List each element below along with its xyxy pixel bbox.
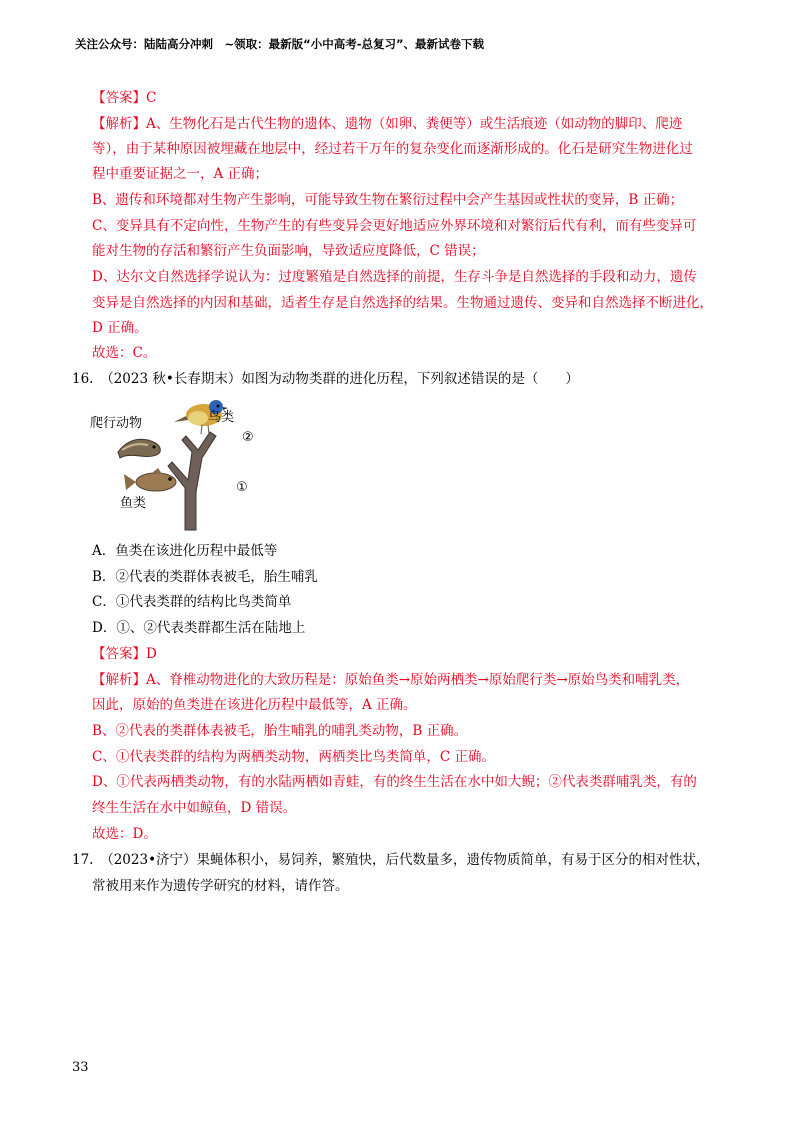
q16-option-c: C．①代表类群的结构比鸟类简单 — [92, 594, 292, 610]
reptile-illustration — [118, 439, 160, 458]
label-circled-2: ② — [242, 430, 254, 445]
q15-analysis-line-4: B、遗传和环境都对生物产生影响，可能导致生物在繁衍过程中会产生基因或性状的变异，B 正确； — [92, 192, 684, 208]
q16-analysis-line-2: 因此，原始的鱼类进在该进化历程中最低等，A 正确。 — [92, 697, 417, 713]
label-fish: 鱼类 — [120, 496, 147, 511]
fish-illustration — [124, 468, 176, 491]
q16-option-d: D．①、②代表类群都生活在陆地上 — [92, 620, 306, 636]
analysis-text: A、生物化石是古代生物的遗体、遗物（如卵、粪便等）或生活痕迹（如动物的脚印、爬迹 — [146, 116, 683, 132]
answer-value: D — [146, 646, 157, 662]
q16-analysis-line-1 — [92, 670, 689, 690]
label-reptile: 爬行动物 — [90, 416, 143, 431]
q17-stem-line-1: 17. （2023•济宁）果蝇体积小，易饲养，繁殖快，后代数量多，遗传物质简单，有易于区分的相对性状， — [72, 852, 710, 868]
answer-value: C — [146, 90, 157, 106]
q15-conclusion: 故选：C。 — [92, 345, 157, 361]
q16-stem: 16. （2023 秋•长春期末）如图为动物类群的进化历程，下列叙述错误的是（ ） — [72, 371, 579, 387]
q15-analysis-line-9: D 正确。 — [92, 320, 148, 336]
q16-analysis-line-6: 终生生活在水中如鲸鱼，D 错误。 — [92, 800, 297, 816]
analysis-tag: 【解析】 — [92, 116, 146, 132]
q16-conclusion: 故选：D。 — [92, 826, 157, 842]
q16-answer-line — [92, 644, 157, 664]
page-number: 33 — [72, 1060, 89, 1075]
q16-option-b: B．②代表的类群体表被毛，胎生哺乳 — [92, 569, 318, 585]
page-header: 关注公众号：陆陆高分冲刺 ~领取：最新版“小中高考-总复习”、最新试卷下载 — [75, 37, 485, 51]
q15-analysis-line-3: 程中重要证据之一，A 正确； — [92, 166, 269, 182]
q16-analysis-line-3: B、②代表的类群体表被毛，胎生哺乳的哺乳类动物，B 正确。 — [92, 723, 468, 739]
q15-analysis-line-1 — [92, 114, 682, 134]
q16-analysis-line-5: D、①代表两栖类动物，有的水陆两栖如青蛙，有的终生生活在水中如大鲵；②代表类群哺乳类，有的 — [92, 774, 697, 790]
q15-analysis-line-5: C、变异具有不定向性，生物产生的有些变异会更好地适应外界环境和对繁衍后代有利，而有些变异可 — [92, 218, 697, 234]
q17-stem-line-2: 常被用来作为遗传学研究的材料，请作答。 — [92, 878, 349, 894]
label-bird: 鸟类 — [208, 410, 235, 425]
answer-tag: 【答案】 — [92, 646, 146, 662]
evolution-figure — [90, 392, 280, 532]
answer-tag: 【答案】 — [92, 90, 146, 106]
q15-analysis-line-2: 等），由于某种原因被埋藏在地层中，经过若干万年的复杂变化而逐渐形成的。化石是研究生物进化过 — [92, 141, 693, 157]
analysis-tag: 【解析】 — [92, 672, 146, 688]
label-circled-1: ① — [236, 480, 248, 495]
analysis-text: A、脊椎动物进化的大致历程是：原始鱼类→原始两栖类→原始爬行类→原始鸟类和哺乳类， — [146, 672, 690, 688]
q16-analysis-line-4: C、①代表类群的结构为两栖类动物，两栖类比鸟类简单，C 正确。 — [92, 749, 495, 765]
q15-analysis-line-7: D、达尔文自然选择学说认为：过度繁殖是自然选择的前提，生存斗争是自然选择的手段和动力，遗传 — [92, 269, 697, 285]
q15-analysis-line-6: 能对生物的存活和繁衍产生负面影响，导致适应度降低，C 错误； — [92, 243, 485, 259]
q15-answer-line — [92, 88, 156, 108]
q16-option-a: A．鱼类在该进化历程中最低等 — [92, 543, 278, 559]
q15-analysis-line-8: 变异是自然选择的内因和基础，适者生存是自然选择的结果。生物通过遗传、变异和自然选择不断进化， — [92, 295, 713, 311]
